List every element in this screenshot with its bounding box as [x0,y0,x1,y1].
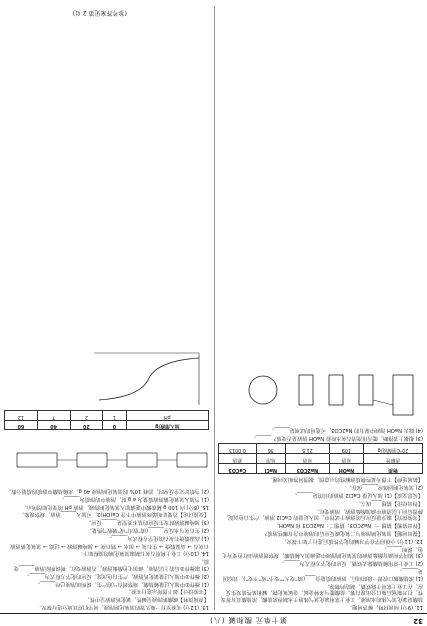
ph-table [4,410,209,431]
left-column-questions [218,427,423,442]
table-header-cell: 40 [37,420,70,430]
left-paragraph: 11. (9分) 阅读材料，解答问题。 [347,604,423,610]
table-cell: 易溶 [285,454,329,464]
right-paragraph: (2) 当恰好完全反应时，消耗 10% 的氢氧化钠溶液 40 g，求稀盐酸中溶质的质量分数。 [5,488,209,495]
table-cell: 36 [256,444,285,454]
table-cell: 易溶 [329,454,363,464]
column-divider [214,6,215,610]
table-cell: 易溶 [256,454,285,464]
table-cell: 7 [37,410,70,420]
table-row [219,454,423,464]
left-paragraph: (3) 某同学向滴有酚酞溶液的氢氧化钠溶液中逐滴加入稀盐酸，观察到溶液由红色变为无色，说明______。 [222,545,423,559]
right-paragraph: 石灰石 → 高温煅烧 → 生石灰 → 加水 → 熟石灰 → 加纯碱溶液 → 过滤 → 氢氧化钠溶液 [10,542,209,549]
right-paragraph: (3) 加纯碱溶液时发生反应的基本类型是______反应。 [85,519,209,526]
right-column-text [4,487,209,610]
page-title: 第十单元 酸和碱 (八) [209,616,287,624]
table-row [5,410,209,420]
table-header-cell: NaOH [329,463,363,473]
right-column [4,4,209,610]
table-cell: pH [126,410,208,420]
right-paragraph: (2) 操作②中加入过量氯化钙溶液，产生白色沉淀，反应的化学方程式为______。 [24,572,209,579]
ph-curve-figure [4,345,209,408]
left-paragraph: 12. (11分) 小组同学在学习碱的化学性质后进行了如下探究。 [281,537,423,544]
left-paragraph: 【提出问题】氢氧化钠溶液与二氧化碳反应后的溶液中含有哪些溶质？ [262,530,423,537]
table-cell: 难溶 [219,454,257,464]
table-cell: 12 [5,410,38,420]
left-paragraph: 【作出猜想】猜想一：Na2CO3；猜想二：Na2CO3 和 NaOH。 [273,522,423,529]
table-cell: 109 [329,444,363,454]
left-paragraph: 【实验探究】取少量反应后的溶液于试管中，加入足量的 CaCl2 溶液，产生白色沉淀，静置后向上层清液中滴加酚酞溶液，溶液变红。 [222,507,423,521]
table-cell: 0.0013 [219,444,257,454]
left-paragraph: 【拓展延伸】下图为某些物质溶解性的示意图，据图回答相关问题。 [267,476,423,483]
left-question-paragraph: (4) 除去 NaOH 溶液中混有的 Na2CO3，可选用的试剂是______。 [268,427,423,434]
solubility-table [218,443,423,473]
right-paragraph: 13. (12分) 实验室有一瓶久置的氢氧化钠溶液，同学们对其成分进行探究。 [36,604,209,610]
table-header-cell: 0 [103,420,126,430]
left-paragraph: 【反思交流】(1) 加入足量 CaCl2 溶液的目的是______。 [291,492,423,499]
right-paragraph: 15. (8分) 向 100 g 稀盐酸中逐滴加入氢氧化钠溶液，溶液 pH 的变化如图所示。 [21,503,209,510]
right-paragraph: 【实验设计】如下图所示进行实验。 [125,588,209,595]
left-question-paragraph: (3) 根据上表推断，能否用澄清石灰水检验 NaOH 溶液是否变质？______。 [250,435,423,442]
table-cell: 溶解性 [363,454,422,464]
left-column-text [218,476,423,610]
table-header-cell: NaCl [256,463,285,473]
table-header-cell: 60 [5,420,38,430]
table-header-cell: Na2CO3 [285,463,329,473]
apparatus-figure [218,362,423,425]
right-paragraph: (2) 生石灰与水反应______(填“放出”或“吸收”)热量。 [86,527,209,534]
right-paragraph: 【交流讨论】若要证明最终溶液中不含 Ca(OH)2，可加入______溶液，观察现象。 [19,511,209,518]
table-cell: 21.5 [285,444,329,454]
left-paragraph: (1) 浓盐酸敞口放置一段时间后，溶液的质量会____(填“变大”“变小”或“不变”)，其原因是______。 [222,568,423,581]
table-cell: 1 [103,410,126,420]
flow-diagram [4,432,209,485]
left-paragraph: 盐酸是氯化氢气体的水溶液，工业上常用氯化氢气体溶于水制得浓盐酸，浓盐酸具有挥发性，打开瓶塞后瓶口会出现白雾。盐酸能与多种金属、金属氧化物、碱和某些盐发生反应，在工业上常用于除铁锈、制造药物等。 [220,582,423,603]
right-paragraph: (1) 当加入氢氧化钠溶液质量为 a g 时，溶液中的溶质为______。 [58,495,209,502]
table-cell: 2 [70,410,103,420]
right-paragraph: (3) 取操作②后的上层清液，滴加无色酚酞溶液，若溶液变红，则说明原溶液______变质。 [13,558,209,572]
page-header [0,613,427,626]
right-paragraph: 【查阅资料】碳酸钠溶液呈碱性，氯化钙溶液呈中性。 [84,596,209,603]
table-header-cell: 加入溶液/g [126,420,208,430]
table-header-cell: 物质 [363,463,422,473]
table-header-cell: CaCO3 [219,463,257,473]
left-column [218,4,423,610]
table-cell: 20℃溶解度/g [363,444,422,454]
left-paragraph: (2) 氢氧化钠固体应______保存。 [346,484,423,491]
table-header-cell: 20 [70,420,103,430]
left-paragraph: (2) 工业上常用稀盐酸除去铁锈，反应的化学方程式为______。 [279,560,423,567]
right-paragraph: 14. (10分) 工业上利用石灰石制取氢氧化钠的流程如下： [77,550,209,557]
right-paragraph: (1) 高温煅烧石灰石的化学方程式为______。 [106,534,209,541]
page-number: 32 [413,617,423,625]
right-paragraph: (1) 操作①中加入过量稀盐酸，观察到有气泡产生，说明该溶液已经______。 [34,580,209,587]
table-row [219,444,423,454]
left-paragraph: 【得出结论】猜想____成立。 [355,499,423,506]
answer-reference: (参考答案见第 2 页) [72,9,127,16]
